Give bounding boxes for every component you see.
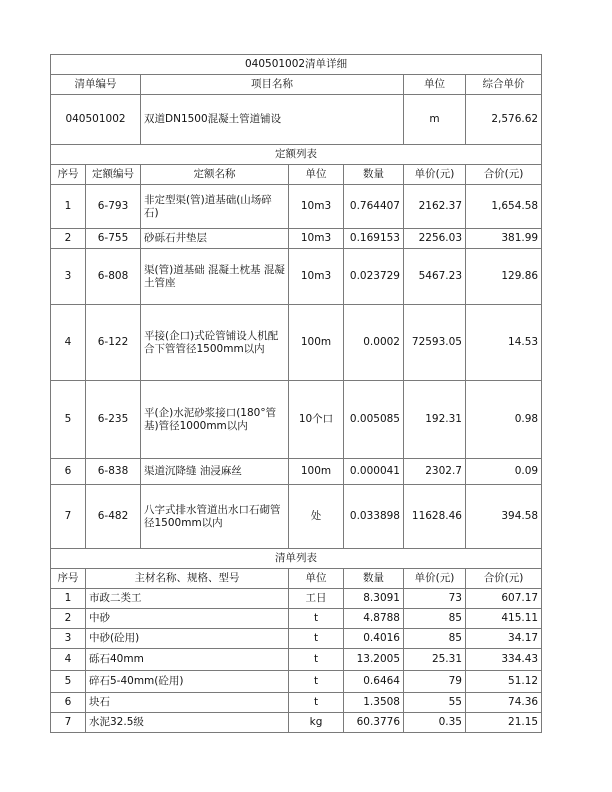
table-row: [51, 609, 542, 629]
row-no: 1: [51, 185, 86, 229]
row-name: 平(企)水泥砂浆接口(180°管基)管径1000mm以内: [141, 381, 289, 459]
row-total: 14.53: [466, 305, 542, 381]
row-name: 水泥32.5级: [86, 713, 289, 733]
table-row: [51, 185, 542, 229]
row-unit: 100m: [289, 459, 344, 485]
header-col-code: 清单编号: [51, 75, 141, 95]
row-no: 6: [51, 693, 86, 713]
quota-header-row: [51, 165, 542, 185]
row-no: 7: [51, 485, 86, 549]
quota-col-name: 定额名称: [141, 165, 289, 185]
bill-name: 双道DN1500混凝土管道铺设: [141, 95, 404, 145]
row-total: 394.58: [466, 485, 542, 549]
table-row: [51, 671, 542, 693]
table-row: [51, 381, 542, 459]
row-name: 市政二类工: [86, 589, 289, 609]
table-row: [51, 629, 542, 649]
row-no: 2: [51, 229, 86, 249]
row-price: 72593.05: [404, 305, 466, 381]
row-price: 2162.37: [404, 185, 466, 229]
row-qty: 4.8788: [344, 609, 404, 629]
row-no: 3: [51, 249, 86, 305]
row-unit: 工日: [289, 589, 344, 609]
row-name: 中砂(砼用): [86, 629, 289, 649]
table-row: [51, 229, 542, 249]
row-qty: 0.000041: [344, 459, 404, 485]
materials-header-row: [51, 569, 542, 589]
row-total: 334.43: [466, 649, 542, 671]
row-qty: 8.3091: [344, 589, 404, 609]
table-row: [51, 713, 542, 733]
header-col-unit: 单位: [404, 75, 466, 95]
quota-col-unit: 单位: [289, 165, 344, 185]
quota-section-title: 定额列表: [51, 145, 542, 165]
row-price: 25.31: [404, 649, 466, 671]
row-unit: 处: [289, 485, 344, 549]
table-row: [51, 305, 542, 381]
row-no: 4: [51, 305, 86, 381]
row-unit: t: [289, 609, 344, 629]
bill-detail-table: [50, 54, 542, 733]
row-total: 51.12: [466, 671, 542, 693]
row-qty: 0.4016: [344, 629, 404, 649]
row-code: 6-235: [86, 381, 141, 459]
row-unit: kg: [289, 713, 344, 733]
header-col-price: 综合单价: [466, 75, 542, 95]
mat-col-total: 合价(元): [466, 569, 542, 589]
row-qty: 60.3776: [344, 713, 404, 733]
row-no: 3: [51, 629, 86, 649]
mat-col-qty: 数量: [344, 569, 404, 589]
row-no: 7: [51, 713, 86, 733]
row-total: 381.99: [466, 229, 542, 249]
row-no: 4: [51, 649, 86, 671]
row-price: 0.35: [404, 713, 466, 733]
quota-col-qty: 数量: [344, 165, 404, 185]
bill-unit: m: [404, 95, 466, 145]
row-unit: t: [289, 693, 344, 713]
row-no: 2: [51, 609, 86, 629]
row-qty: 0.764407: [344, 185, 404, 229]
row-qty: 0.0002: [344, 305, 404, 381]
mat-col-price: 单价(元): [404, 569, 466, 589]
bill-price: 2,576.62: [466, 95, 542, 145]
row-no: 5: [51, 381, 86, 459]
row-unit: 100m: [289, 305, 344, 381]
row-code: 6-808: [86, 249, 141, 305]
row-total: 607.17: [466, 589, 542, 609]
row-qty: 0.169153: [344, 229, 404, 249]
row-no: 1: [51, 589, 86, 609]
row-price: 2256.03: [404, 229, 466, 249]
row-code: 6-838: [86, 459, 141, 485]
table-row: [51, 249, 542, 305]
row-total: 129.86: [466, 249, 542, 305]
table-row: [51, 649, 542, 671]
mat-col-unit: 单位: [289, 569, 344, 589]
row-unit: 10m3: [289, 185, 344, 229]
row-code: 6-122: [86, 305, 141, 381]
row-total: 0.98: [466, 381, 542, 459]
row-total: 415.11: [466, 609, 542, 629]
table-row: [51, 589, 542, 609]
row-name: 平接(企口)式砼管铺设人机配合下管管径1500mm以内: [141, 305, 289, 381]
quota-col-price: 单价(元): [404, 165, 466, 185]
row-name: 渠(管)道基础 混凝土枕基 混凝土管座: [141, 249, 289, 305]
row-code: 6-482: [86, 485, 141, 549]
row-no: 5: [51, 671, 86, 693]
quota-col-no: 序号: [51, 165, 86, 185]
row-name: 碎石5-40mm(砼用): [86, 671, 289, 693]
row-qty: 0.033898: [344, 485, 404, 549]
row-unit: t: [289, 629, 344, 649]
row-total: 34.17: [466, 629, 542, 649]
table-row: [51, 485, 542, 549]
row-total: 1,654.58: [466, 185, 542, 229]
table-row: [51, 693, 542, 713]
row-name: 渠道沉降缝 油浸麻丝: [141, 459, 289, 485]
row-price: 192.31: [404, 381, 466, 459]
row-unit: t: [289, 671, 344, 693]
row-qty: 0.023729: [344, 249, 404, 305]
table-row: [51, 459, 542, 485]
row-total: 0.09: [466, 459, 542, 485]
row-qty: 1.3508: [344, 693, 404, 713]
row-code: 6-755: [86, 229, 141, 249]
bill-code: 040501002: [51, 95, 141, 145]
mat-col-no: 序号: [51, 569, 86, 589]
row-name: 中砂: [86, 609, 289, 629]
row-total: 74.36: [466, 693, 542, 713]
row-price: 11628.46: [404, 485, 466, 549]
row-name: 非定型渠(管)道基础(山场碎石): [141, 185, 289, 229]
row-name: 砾石40mm: [86, 649, 289, 671]
row-qty: 0.6464: [344, 671, 404, 693]
row-unit: 10m3: [289, 249, 344, 305]
row-price: 85: [404, 609, 466, 629]
row-price: 5467.23: [404, 249, 466, 305]
quota-col-code: 定额编号: [86, 165, 141, 185]
row-price: 85: [404, 629, 466, 649]
row-name: 块石: [86, 693, 289, 713]
row-qty: 0.005085: [344, 381, 404, 459]
row-unit: 10m3: [289, 229, 344, 249]
row-price: 55: [404, 693, 466, 713]
row-price: 2302.7: [404, 459, 466, 485]
row-unit: t: [289, 649, 344, 671]
table-title: 040501002清单详细: [51, 55, 542, 75]
quota-col-total: 合价(元): [466, 165, 542, 185]
mat-col-name: 主材名称、规格、型号: [86, 569, 289, 589]
row-name: 砂砾石井垫层: [141, 229, 289, 249]
row-code: 6-793: [86, 185, 141, 229]
row-qty: 13.2005: [344, 649, 404, 671]
row-name: 八字式排水管道出水口石砌管径1500mm以内: [141, 485, 289, 549]
row-price: 79: [404, 671, 466, 693]
row-total: 21.15: [466, 713, 542, 733]
row-unit: 10个口: [289, 381, 344, 459]
row-no: 6: [51, 459, 86, 485]
header-col-name: 项目名称: [141, 75, 404, 95]
materials-section-title: 清单列表: [51, 549, 542, 569]
row-price: 73: [404, 589, 466, 609]
